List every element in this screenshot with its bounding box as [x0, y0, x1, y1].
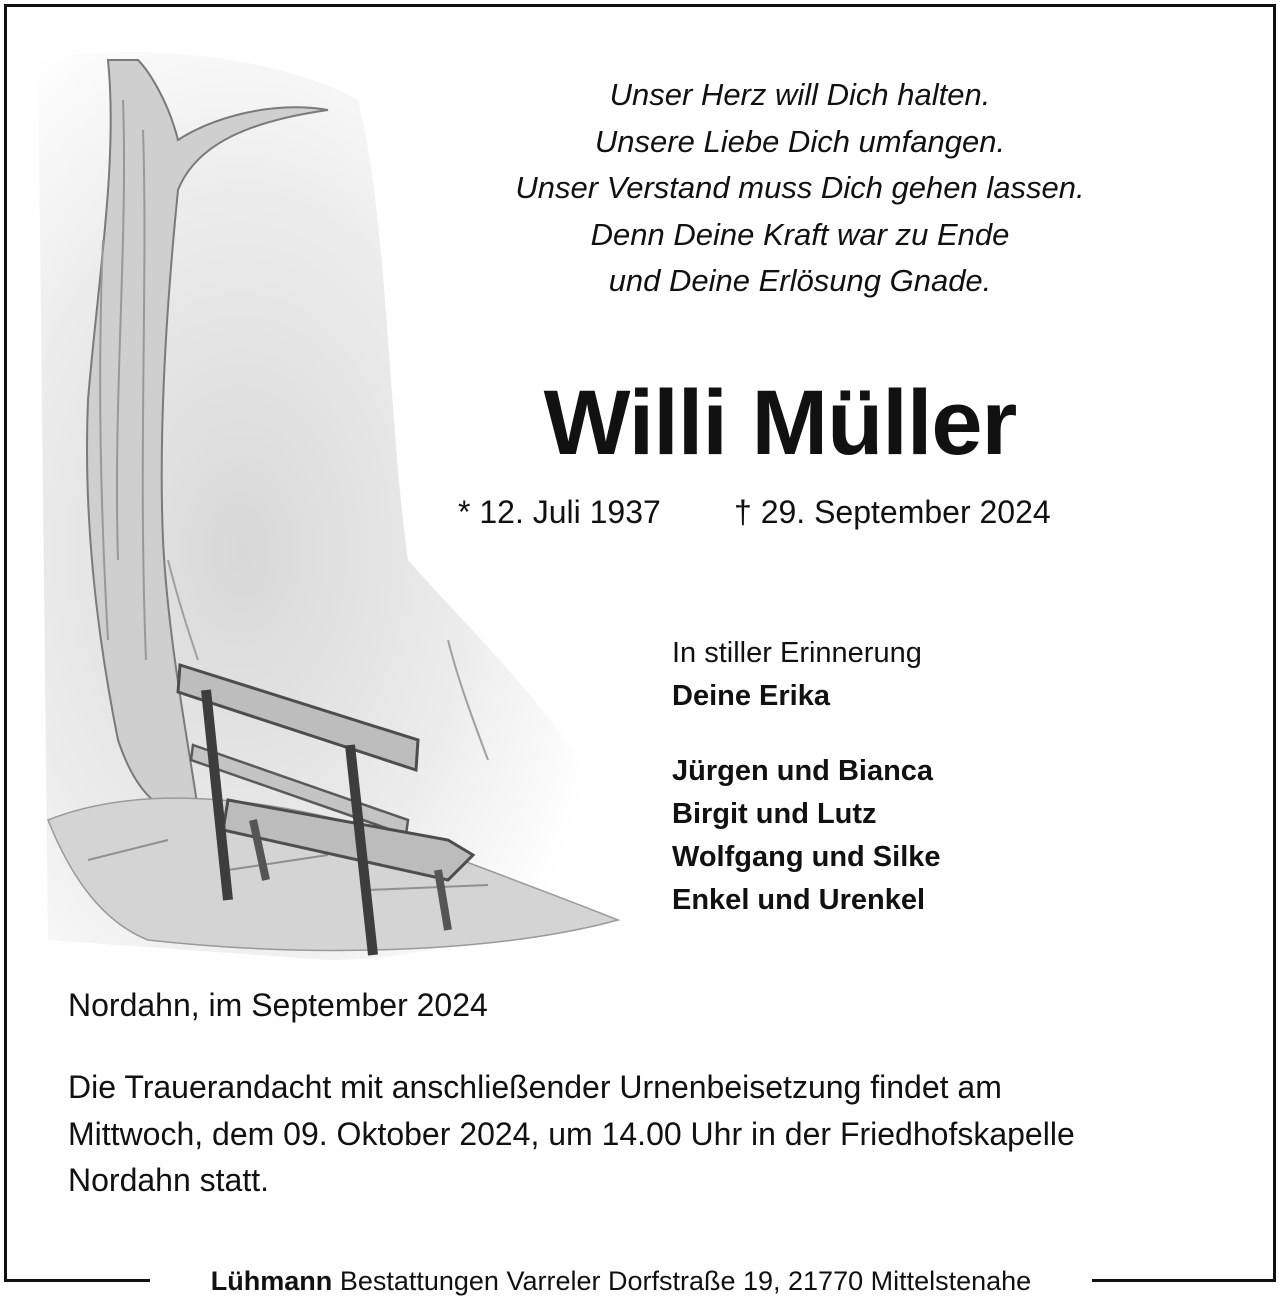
- funeral-home-name: Lühmann: [210, 1266, 333, 1296]
- funeral-home-footer: [150, 1263, 1092, 1299]
- death-date: † 29. September 2024: [734, 494, 1051, 530]
- poem-line: und Deine Erlösung Gnade.: [608, 263, 992, 298]
- poem-line: Unsere Liebe Dich umfangen.: [594, 123, 1006, 159]
- footer-rule-left: [4, 1279, 150, 1282]
- poem-line: Unser Verstand muss Dich gehen lassen.: [515, 170, 1085, 205]
- mourner-family-item: Wolfgang und Silke: [672, 841, 941, 873]
- mourners-intro: In stiller Erinnerung: [672, 637, 922, 669]
- mourner-family-item: Birgit und Lutz: [672, 798, 877, 830]
- mourners-block: [672, 632, 941, 922]
- service-line: Mittwoch, dem 09. Oktober 2024, um 14.00 Uhr in der Friedhofskapelle: [68, 1115, 1075, 1152]
- poem-line: Unser Herz will Dich halten.: [609, 77, 991, 112]
- mourner-family-item: Enkel und Urenkel: [672, 884, 926, 916]
- place-date: Nordahn, im September 2024: [68, 987, 488, 1023]
- service-line: Nordahn statt.: [68, 1162, 269, 1198]
- birth-date: * 12. Juli 1937: [458, 494, 661, 530]
- poem-line: Denn Deine Kraft war zu Ende: [590, 216, 1010, 252]
- funeral-home-details: Bestattungen Varreler Dorfstraße 19, 21770 Mittelstenahe: [339, 1266, 1032, 1296]
- service-line: Die Trauerandacht mit anschließender Urnenbeisetzung findet am: [68, 1069, 1002, 1105]
- mourner-spouse: Deine Erika: [672, 680, 830, 712]
- mourner-family-item: Jürgen und Bianca: [672, 755, 934, 787]
- footer-rule-right: [1092, 1279, 1276, 1282]
- service-announcement: [68, 1064, 1228, 1204]
- deceased-name: Willi Müller: [543, 372, 1017, 474]
- memorial-poem: [460, 72, 1140, 305]
